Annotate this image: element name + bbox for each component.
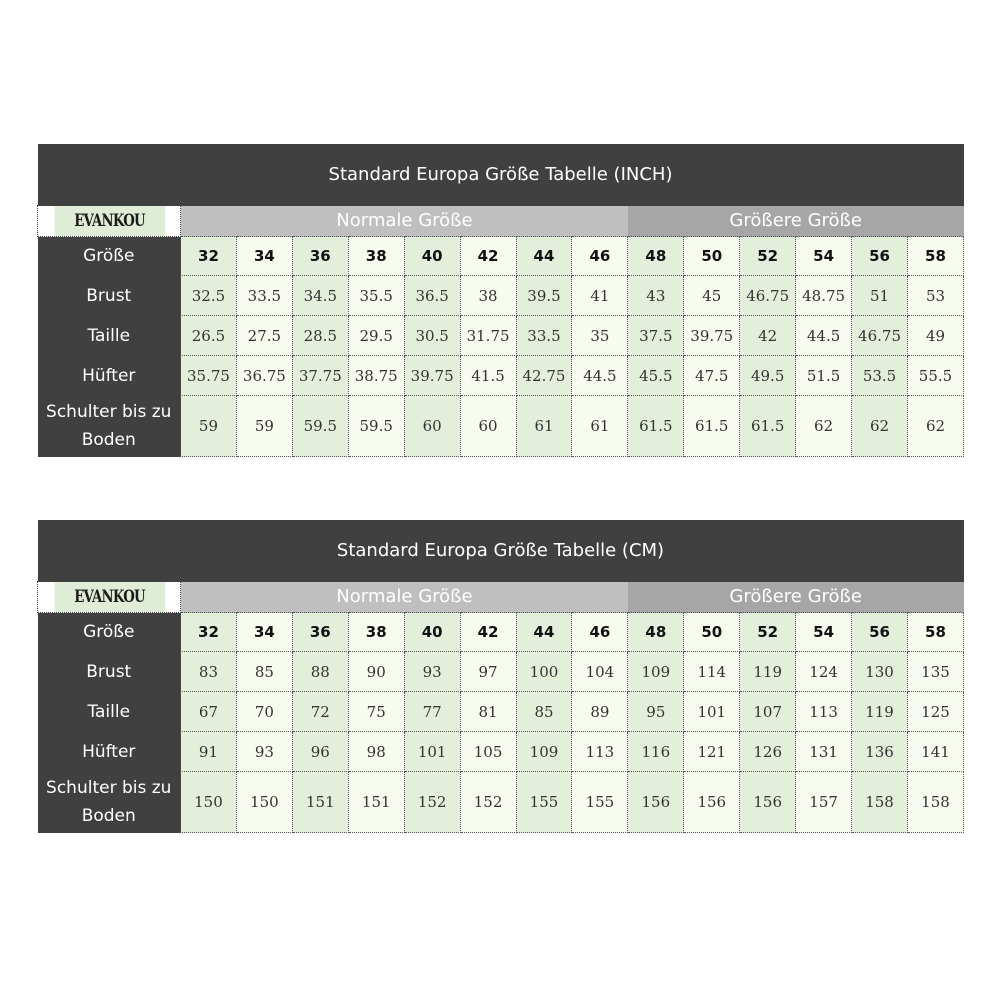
measurement-cell: 77 (404, 692, 460, 732)
measurement-cell: 130 (852, 652, 908, 692)
measurement-cell: 42 (740, 316, 796, 356)
measurement-cell: 62 (907, 396, 963, 457)
measurement-cell: 60 (460, 396, 516, 457)
measurement-cell: 157 (796, 772, 852, 833)
measurement-cell: 31.75 (460, 316, 516, 356)
row-label: Hüfter (38, 732, 181, 772)
measurement-cell: 61.5 (628, 396, 684, 457)
measurement-cell: 53 (907, 276, 963, 316)
group-header-large: Größere Größe (628, 206, 964, 237)
measurement-cell: 59.5 (348, 396, 404, 457)
measurement-cell: 156 (628, 772, 684, 833)
measurement-cell: 51 (852, 276, 908, 316)
measurement-cell: 105 (460, 732, 516, 772)
measurement-cell: 136 (852, 732, 908, 772)
table-row (38, 237, 964, 276)
brand-logo: EVANKOU (53, 206, 165, 237)
group-header-normal: Normale Größe (181, 206, 628, 237)
measurement-cell: 46.75 (852, 316, 908, 356)
measurement-cell: 107 (740, 692, 796, 732)
measurement-cell: 30.5 (404, 316, 460, 356)
measurement-cell: 39.75 (684, 316, 740, 356)
size-header-cell: 46 (572, 237, 628, 276)
measurement-cell: 26.5 (181, 316, 237, 356)
size-header-cell: 32 (181, 237, 237, 276)
measurement-cell: 151 (292, 772, 348, 833)
measurement-cell: 37.5 (628, 316, 684, 356)
measurement-cell: 158 (907, 772, 963, 833)
group-header-normal: Normale Größe (181, 582, 628, 613)
table-row (38, 613, 964, 652)
row-label: Brust (38, 652, 181, 692)
row-label: Hüfter (38, 356, 181, 396)
measurement-cell: 49.5 (740, 356, 796, 396)
size-header-cell: 50 (684, 613, 740, 652)
measurement-cell: 89 (572, 692, 628, 732)
measurement-cell: 33.5 (236, 276, 292, 316)
table-row (38, 732, 964, 772)
measurement-cell: 45.5 (628, 356, 684, 396)
size-header-cell: 58 (907, 613, 963, 652)
row-label: Taille (38, 692, 181, 732)
measurement-cell: 119 (852, 692, 908, 732)
measurement-cell: 113 (572, 732, 628, 772)
measurement-cell: 49 (907, 316, 963, 356)
measurement-cell: 150 (181, 772, 237, 833)
row-label: Brust (38, 276, 181, 316)
measurement-cell: 42.75 (516, 356, 572, 396)
size-header-cell: 34 (236, 237, 292, 276)
measurement-cell: 37.75 (292, 356, 348, 396)
measurement-cell: 53.5 (852, 356, 908, 396)
size-header-cell: 42 (460, 237, 516, 276)
measurement-cell: 47.5 (684, 356, 740, 396)
measurement-cell: 83 (181, 652, 237, 692)
measurement-cell: 36.5 (404, 276, 460, 316)
size-header-cell: 40 (404, 237, 460, 276)
size-header-cell: 36 (292, 237, 348, 276)
measurement-cell: 155 (572, 772, 628, 833)
table-row (38, 772, 964, 833)
measurement-cell: 33.5 (516, 316, 572, 356)
measurement-cell: 91 (181, 732, 237, 772)
measurement-cell: 125 (907, 692, 963, 732)
size-header-cell: 42 (460, 613, 516, 652)
measurement-cell: 44.5 (572, 356, 628, 396)
measurement-cell: 43 (628, 276, 684, 316)
table-row (38, 356, 964, 396)
measurement-cell: 151 (348, 772, 404, 833)
size-header-cell: 56 (852, 613, 908, 652)
measurement-cell: 96 (292, 732, 348, 772)
measurement-cell: 81 (460, 692, 516, 732)
measurement-cell: 62 (796, 396, 852, 457)
measurement-cell: 27.5 (236, 316, 292, 356)
measurement-cell: 95 (628, 692, 684, 732)
size-header-cell: 48 (628, 613, 684, 652)
measurement-cell: 48.75 (796, 276, 852, 316)
size-table-cm (37, 520, 964, 833)
measurement-cell: 93 (404, 652, 460, 692)
measurement-cell: 150 (236, 772, 292, 833)
size-header-cell: 40 (404, 613, 460, 652)
measurement-cell: 38 (460, 276, 516, 316)
measurement-cell: 109 (516, 732, 572, 772)
measurement-cell: 62 (852, 396, 908, 457)
measurement-cell: 61.5 (740, 396, 796, 457)
size-header-cell: 54 (796, 613, 852, 652)
measurement-cell: 72 (292, 692, 348, 732)
measurement-cell: 126 (740, 732, 796, 772)
measurement-cell: 28.5 (292, 316, 348, 356)
measurement-cell: 152 (460, 772, 516, 833)
table-title: Standard Europa Größe Tabelle (INCH) (38, 144, 964, 206)
measurement-cell: 55.5 (907, 356, 963, 396)
measurement-cell: 119 (740, 652, 796, 692)
measurement-cell: 156 (740, 772, 796, 833)
table-row (38, 692, 964, 732)
measurement-cell: 39.75 (404, 356, 460, 396)
measurement-cell: 38.75 (348, 356, 404, 396)
row-label: Schulter bis zu Boden (38, 772, 181, 833)
measurement-cell: 114 (684, 652, 740, 692)
size-header-cell: 46 (572, 613, 628, 652)
size-header-cell: 52 (740, 613, 796, 652)
measurement-cell: 98 (348, 732, 404, 772)
size-header-cell: 34 (236, 613, 292, 652)
size-header-cell: 50 (684, 237, 740, 276)
size-header-cell: 44 (516, 613, 572, 652)
measurement-cell: 88 (292, 652, 348, 692)
measurement-cell: 35.5 (348, 276, 404, 316)
size-header-cell: 44 (516, 237, 572, 276)
table-row (38, 396, 964, 457)
row-label: Schulter bis zu Boden (38, 396, 181, 457)
measurement-cell: 70 (236, 692, 292, 732)
measurement-cell: 39.5 (516, 276, 572, 316)
measurement-cell: 135 (907, 652, 963, 692)
measurement-cell: 85 (516, 692, 572, 732)
brand-logo: EVANKOU (53, 582, 165, 613)
measurement-cell: 59 (236, 396, 292, 457)
measurement-cell: 35.75 (181, 356, 237, 396)
size-table-inch (37, 144, 964, 457)
measurement-cell: 32.5 (181, 276, 237, 316)
measurement-cell: 46.75 (740, 276, 796, 316)
measurement-cell: 101 (684, 692, 740, 732)
table-row (38, 316, 964, 356)
size-header-cell: 38 (348, 613, 404, 652)
measurement-cell: 158 (852, 772, 908, 833)
table-title: Standard Europa Größe Tabelle (CM) (38, 520, 964, 582)
measurement-cell: 131 (796, 732, 852, 772)
row-label: Taille (38, 316, 181, 356)
size-header-cell: 38 (348, 237, 404, 276)
measurement-cell: 75 (348, 692, 404, 732)
size-header-cell: 32 (181, 613, 237, 652)
measurement-cell: 90 (348, 652, 404, 692)
measurement-cell: 141 (907, 732, 963, 772)
measurement-cell: 45 (684, 276, 740, 316)
measurement-cell: 93 (236, 732, 292, 772)
size-header-cell: 54 (796, 237, 852, 276)
measurement-cell: 44.5 (796, 316, 852, 356)
measurement-cell: 59 (181, 396, 237, 457)
measurement-cell: 85 (236, 652, 292, 692)
measurement-cell: 61 (516, 396, 572, 457)
measurement-cell: 97 (460, 652, 516, 692)
measurement-cell: 113 (796, 692, 852, 732)
measurement-cell: 109 (628, 652, 684, 692)
measurement-cell: 155 (516, 772, 572, 833)
size-header-cell: 36 (292, 613, 348, 652)
measurement-cell: 51.5 (796, 356, 852, 396)
measurement-cell: 61 (572, 396, 628, 457)
size-header-cell: 52 (740, 237, 796, 276)
table-row (38, 652, 964, 692)
measurement-cell: 104 (572, 652, 628, 692)
table-row (38, 276, 964, 316)
size-header-cell: 56 (852, 237, 908, 276)
measurement-cell: 101 (404, 732, 460, 772)
row-label: Größe (38, 613, 181, 652)
measurement-cell: 35 (572, 316, 628, 356)
measurement-cell: 36.75 (236, 356, 292, 396)
row-label: Größe (38, 237, 181, 276)
measurement-cell: 61.5 (684, 396, 740, 457)
size-header-cell: 48 (628, 237, 684, 276)
group-header-large: Größere Größe (628, 582, 964, 613)
measurement-cell: 29.5 (348, 316, 404, 356)
measurement-cell: 156 (684, 772, 740, 833)
measurement-cell: 41 (572, 276, 628, 316)
measurement-cell: 34.5 (292, 276, 348, 316)
size-header-cell: 58 (907, 237, 963, 276)
measurement-cell: 41.5 (460, 356, 516, 396)
measurement-cell: 59.5 (292, 396, 348, 457)
measurement-cell: 67 (181, 692, 237, 732)
measurement-cell: 121 (684, 732, 740, 772)
measurement-cell: 60 (404, 396, 460, 457)
measurement-cell: 100 (516, 652, 572, 692)
measurement-cell: 124 (796, 652, 852, 692)
measurement-cell: 116 (628, 732, 684, 772)
measurement-cell: 152 (404, 772, 460, 833)
